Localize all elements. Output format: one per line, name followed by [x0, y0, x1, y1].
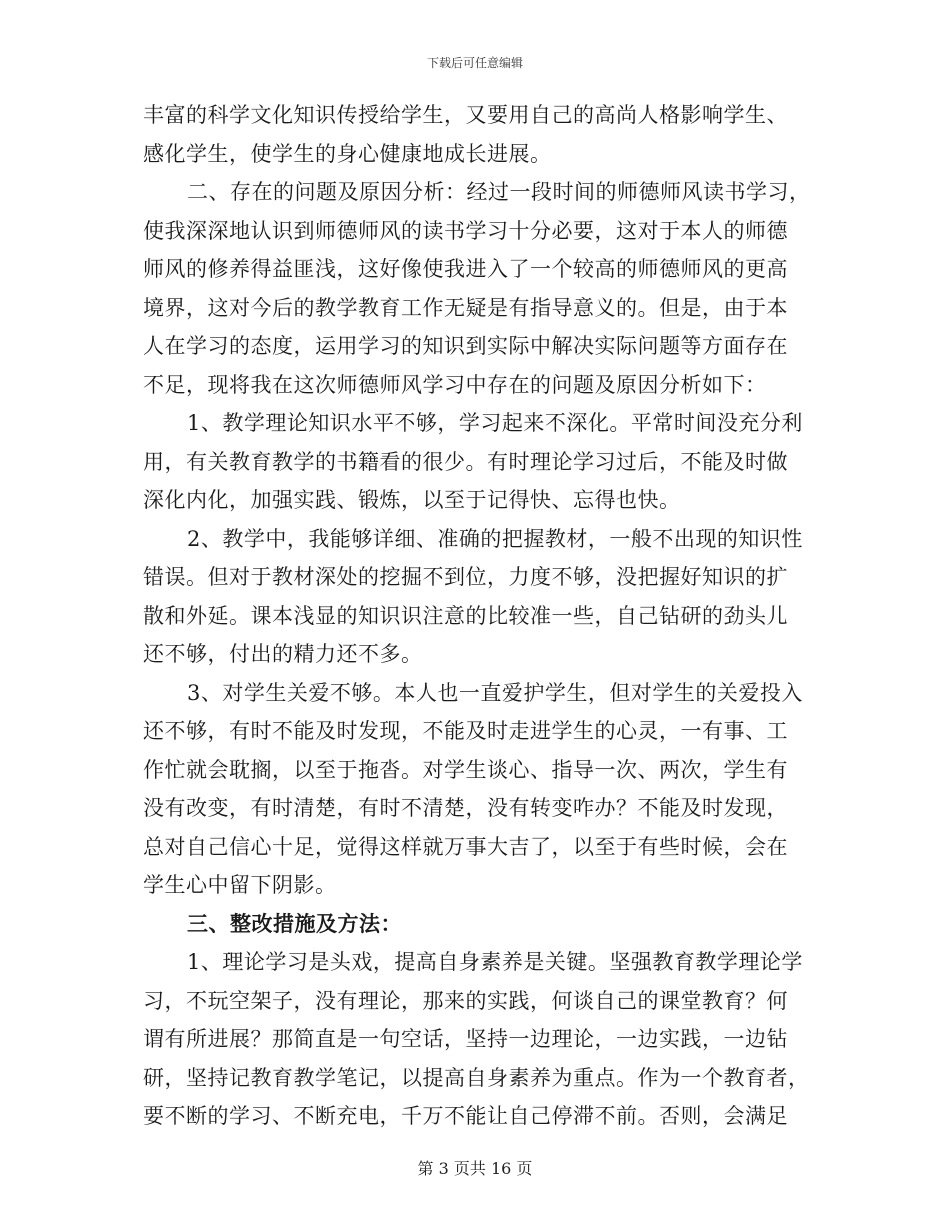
text-line: 要不断的学习、不断充电，千万不能让自己停滞不前。否则，会满足: [143, 1104, 788, 1128]
text-line: 师风的修养得益匪浅，这好像使我进入了一个较高的师德师风的更高: [143, 257, 788, 281]
text-line: 还不够，有时不能及时发现，不能及时走进学生的心灵，一有事、工: [143, 719, 788, 743]
text-line: 总对自己信心十足，觉得这样就万事大吉了，以至于有些时候，会在: [143, 834, 788, 859]
text-line: 二、存在的问题及原因分析：经过一段时间的师德师风读书学习，: [187, 180, 811, 204]
text-line: 1、教学理论知识水平不够，学习起来不深化。平常时间没充分利: [187, 411, 803, 435]
text-line: 感化学生，使学生的身心健康地成长进展。: [143, 141, 552, 166]
text-line: 研，坚持记教育教学笔记，以提高自身素养为重点。作为一个教育者，: [143, 1065, 810, 1090]
document-body: [143, 96, 811, 1136]
text-line: 人在学习的态度，运用学习的知识到实际中解决实际问题等方面存在: [143, 334, 788, 358]
text-line: 习，不玩空架子，没有理论，那来的实践，何谈自己的课堂教育？何: [143, 988, 788, 1013]
page-number: 第 3 页共 16 页: [417, 1159, 533, 1178]
text-line: 散和外延。课本浅显的知识识注意的比较准一些，自己钻研的劲头儿: [143, 603, 788, 628]
text-line: 使我深深地认识到师德师风的读书学习十分必要，这对于本人的师德: [143, 218, 788, 243]
text-line: 作忙就会耽搁，以至于拖沓。对学生谈心、指导一次、两次，学生有: [143, 757, 788, 782]
text-line: 不足，现将我在这次师德师风学习中存在的问题及原因分析如下：: [143, 372, 767, 397]
text-line: 错误。但对于教材深处的挖掘不到位，力度不够，没把握好知识的扩: [143, 565, 788, 589]
text-line: 境界，这对今后的教学教育工作无疑是有指导意义的。但是，由于本: [143, 295, 788, 320]
text-line: 1、理论学习是头戏，提高自身素养是关键。坚强教育教学理论学: [187, 950, 803, 974]
text-line: 学生心中留下阴影。: [143, 873, 337, 897]
text-line: 丰富的科学文化知识传授给学生，又要用自己的高尚人格影响学生、: [143, 103, 788, 127]
text-line: 3、对学生关爱不够。本人也一直爱护学生，但对学生的关爱投入: [187, 680, 803, 705]
text-line: 还不够，付出的精力还不多。: [143, 642, 423, 666]
text-line: 深化内化，加强实践、锻炼，以至于记得快、忘得也快。: [143, 488, 681, 512]
section-heading: 三、整改措施及方法：: [187, 910, 402, 936]
page-header: 下载后可任意编辑: [426, 56, 523, 70]
text-line: 谓有所进展？那简直是一句空话，坚持一边理论，一边实践，一边钻: [143, 1027, 788, 1051]
text-line: 2、教学中，我能够详细、准确的把握教材，一般不出现的知识性: [187, 526, 803, 551]
text-line: 用，有关教育教学的书籍看的很少。有时理论学习过后，不能及时做: [143, 449, 788, 474]
text-line: 没有改变，有时清楚，有时不清楚，没有转变咋办？不能及时发现，: [143, 796, 788, 820]
